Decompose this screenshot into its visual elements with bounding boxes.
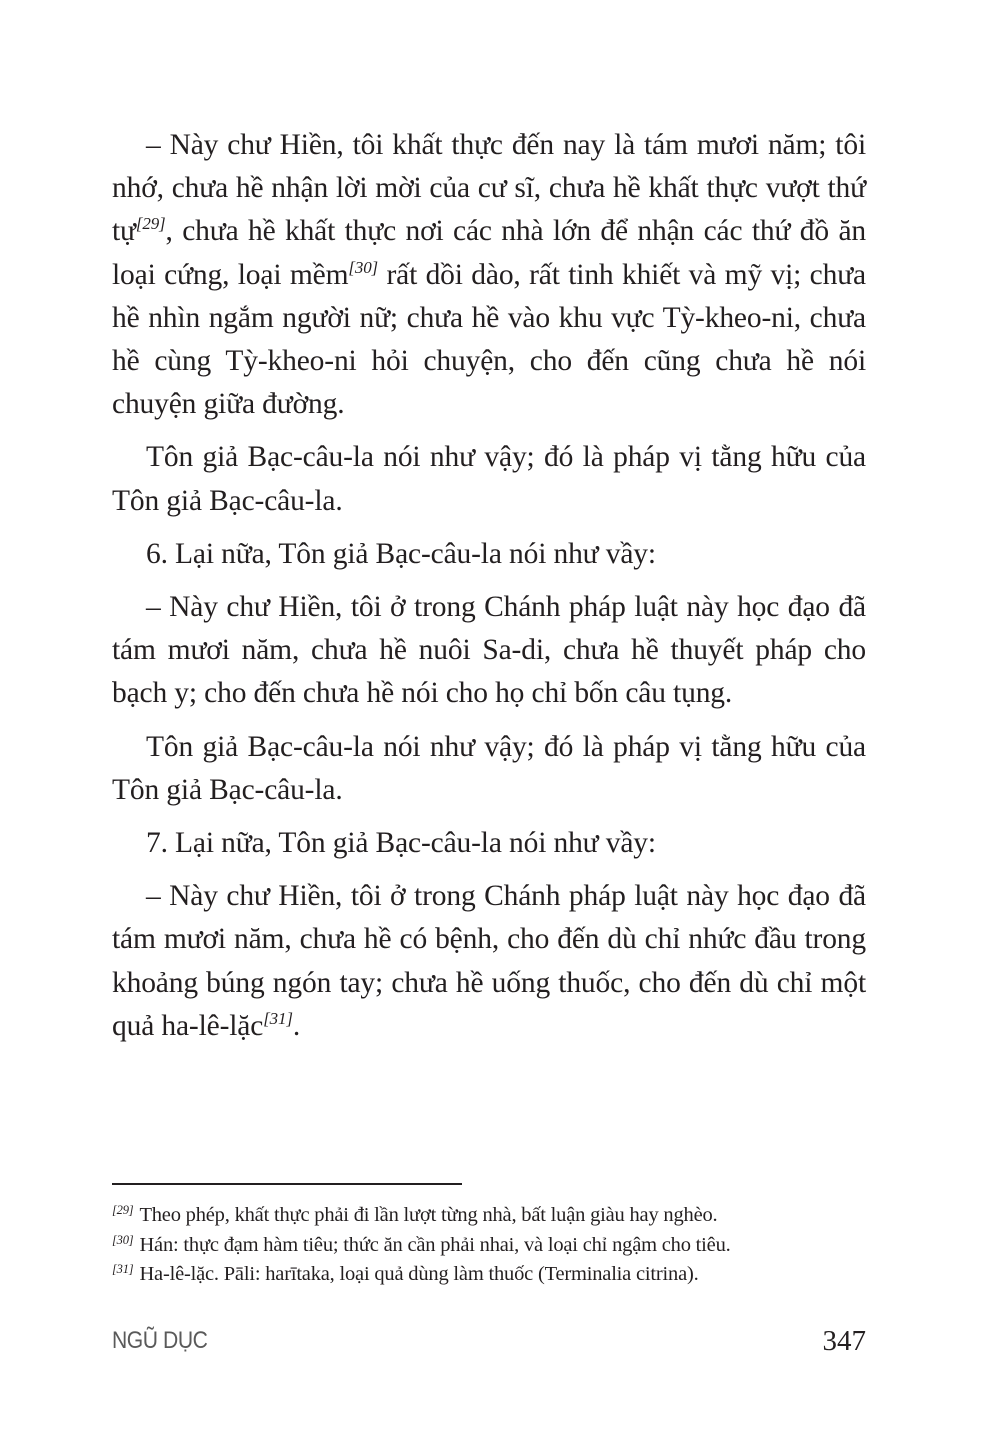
page-number: 347 bbox=[822, 1325, 866, 1357]
paragraph bbox=[112, 586, 866, 716]
footnotes bbox=[112, 1202, 872, 1291]
paragraph-text: rất dồi dào, rất tinh khiết và mỹ vị; chưa hề nhìn ngắm người nữ; chưa hề vào khu vực Tỳ-kheo-ni, chưa hề cùng Tỳ-kheo-ni hỏi chuyện, cho đến cũng chưa hề nói chuyện giữa đường. bbox=[112, 258, 866, 421]
paragraph-text: – Này chư Hiền, tôi khất thực đến nay là tám mươi năm; tôi nhớ, chưa hề nhận lời mời của cư sĩ, chưa hề khất thực vượt thứ tự bbox=[112, 129, 866, 248]
footnote-mark: [31] bbox=[112, 1262, 134, 1276]
paragraph-text: Tôn giả Bạc-câu-la nói như vậy; đó là pháp vị tằng hữu của Tôn giả Bạc-câu-la. bbox=[112, 730, 866, 806]
paragraph bbox=[112, 436, 866, 522]
paragraph-text: . bbox=[292, 1009, 301, 1042]
footnote-reference[interactable]: [30] bbox=[348, 257, 379, 277]
paragraph bbox=[112, 822, 866, 865]
footnote-text: Theo phép, khất thực phải đi lần lượt từng nhà, bất luận giàu hay nghèo. bbox=[139, 1204, 718, 1226]
footnote-reference[interactable]: [31] bbox=[263, 1008, 293, 1028]
footnote-text: Hán: thực đạm hàm tiêu; thức ăn cần phải nhai, và loại chỉ ngậm cho tiêu. bbox=[139, 1233, 731, 1256]
footnote-separator bbox=[112, 1183, 462, 1185]
footnote-mark: [30] bbox=[112, 1232, 134, 1247]
paragraph bbox=[112, 875, 866, 1048]
footnote-reference[interactable]: [29] bbox=[135, 214, 166, 234]
running-title: NGŨ DỤC bbox=[112, 1327, 208, 1354]
paragraph bbox=[112, 726, 866, 812]
footnote-text: Ha-lê-lặc. Pāli: harītaka, loại quả dùng làm thuốc (Terminalia citrina). bbox=[139, 1263, 699, 1285]
body-text bbox=[112, 124, 866, 1048]
footnote-31 bbox=[112, 1261, 872, 1291]
page-footer bbox=[112, 1325, 866, 1365]
paragraph-text: Tôn giả Bạc-câu-la nói như vậy; đó là pháp vị tằng hữu của Tôn giả Bạc-câu-la. bbox=[112, 441, 866, 517]
footnote-mark: [29] bbox=[112, 1203, 134, 1217]
paragraph-text: – Này chư Hiền, tôi ở trong Chánh pháp luật này học đạo đã tám mươi năm, chưa hề nuôi Sa-di, chưa hề thuyết pháp cho bạch y; cho đến chưa hề nói cho họ chỉ bốn câu tụng. bbox=[112, 591, 866, 710]
paragraph bbox=[112, 124, 866, 426]
paragraph-text: 7. Lại nữa, Tôn giả Bạc-câu-la nói như vầy: bbox=[146, 827, 656, 860]
footnote-30 bbox=[112, 1232, 872, 1262]
paragraph bbox=[112, 533, 866, 576]
footnote-29 bbox=[112, 1202, 872, 1232]
paragraph-text: , chưa hề khất thực nơi các nhà lớn để nhận các thứ đồ ăn loại cứng, loại mềm bbox=[112, 215, 866, 291]
paragraph-text: 6. Lại nữa, Tôn giả Bạc-câu-la nói như vầy: bbox=[146, 537, 656, 570]
paragraph-text: – Này chư Hiền, tôi ở trong Chánh pháp luật này học đạo đã tám mươi năm, chưa hề có bệnh, cho đến dù chỉ nhức đầu trong khoảng búng ngón tay; chưa hề uống thuốc, cho đến dù chỉ một quả ha-lê-lặc bbox=[112, 880, 866, 1042]
